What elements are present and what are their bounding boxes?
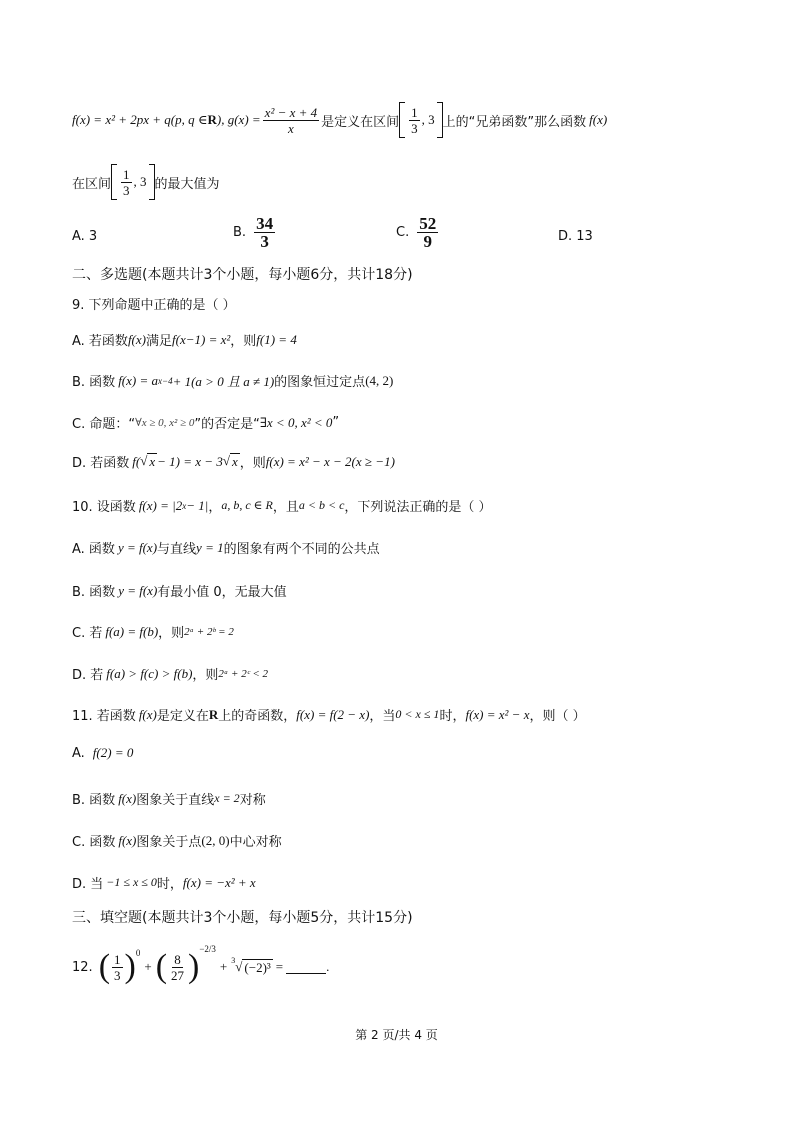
q8-option-c [396, 215, 440, 250]
q10-c-f1: f(a) = f(b) [105, 623, 159, 639]
q10-b-suffix: 有最小值 0，无最大值 [157, 585, 287, 600]
q11-f3: 0 < x ≤ 1 [395, 707, 440, 721]
q11-stem-f: ，则（ ） [529, 709, 586, 724]
q8-real-set: R [207, 112, 217, 127]
q10-a-f2: y = 1 [196, 539, 224, 555]
q10-a-f1: y = f(x) [117, 539, 158, 555]
q10-d-mid: ，则 [192, 668, 219, 683]
q10-stem-b: ， [208, 500, 222, 515]
q9-a-mid: 满足 [145, 334, 172, 349]
q9-c-mid: ”的否定是“ [194, 417, 260, 432]
q9-a-f3: f(1) = 4 [256, 331, 297, 347]
q9-c-prefix: C. 命题：“ [72, 417, 136, 432]
q9-b-mid: 的图象恒过定点 [274, 375, 366, 390]
q12-period: . [326, 959, 330, 974]
q12-expression: 12. ( $\frac{1}{3}$ ) $^0$ + ( $\frac{8}{27}$ ) $^{-2/3}$ + $^3$ √ (−2)³ = . [72, 944, 330, 985]
q12-label: 12. [72, 959, 93, 975]
q8-interval-num: 1 [411, 104, 418, 120]
q11-c-suffix: 中心对称 [229, 835, 282, 850]
q8-option-c-num: 52 [419, 214, 437, 233]
q12-cube-root: √ (−2)³ [235, 958, 271, 975]
q9-c-f1: ∀x ≥ 0, x² ≥ 0 [135, 417, 195, 429]
q10-d-f1: f(a) > f(c) > f(b) [106, 665, 193, 681]
q11-stem-a: 11. 若函数 [72, 709, 136, 724]
q10-stem [72, 496, 492, 515]
q8-option-c-den: 9 [423, 232, 432, 251]
q12-radicand: (−2)³ [244, 959, 271, 975]
q11-option-d [72, 873, 256, 892]
q9-a-f1: f(x) [127, 331, 146, 347]
q9-b-exp: x−4 [158, 375, 173, 386]
q8-option-b-label: B. [233, 225, 247, 240]
q8-option-c-label: C. [396, 225, 410, 240]
q9-c-suffix: ” [332, 415, 340, 430]
q9-a-f2: f(x−1) = x² [172, 331, 231, 347]
q12-answer-blank[interactable] [286, 961, 326, 974]
q8-text-a: 是定义在区间 [321, 114, 400, 130]
q8-interval-2 [111, 164, 155, 200]
q10-d-prefix: D. 若 [72, 668, 104, 683]
q11-b-mid: 图象关于直线 [136, 793, 215, 808]
q8-option-a: A. 3 [72, 229, 98, 244]
q10-d-f2: 2ᵃ + 2ᶜ < 2 [218, 667, 269, 680]
page-footer: 第 2 页/共 4 页 [355, 1028, 438, 1042]
q8-g-fraction [263, 105, 319, 136]
q11-a-f1: f(2) = 0 [92, 745, 134, 760]
q10-c-f2: 2ᵃ + 2ᵇ = 2 [184, 625, 234, 638]
q11-c-prefix: C. 函数 [72, 835, 116, 850]
q10-stem-a: 10. 设函数 [72, 500, 136, 515]
q9-a-prefix: A. 若函数 [72, 334, 128, 349]
q9-d-f1a: f( [132, 453, 141, 469]
q10-stem-d: ，下列说法正确的是（ ） [344, 500, 492, 515]
q8-g-prefix: ), g(x) = [216, 112, 261, 127]
q12-equals: = [275, 959, 284, 974]
q8-interval2-num: 1 [123, 166, 130, 182]
q10-option-b [72, 581, 287, 600]
q11-option-b [72, 789, 266, 808]
q11-f2: f(x) = f(2 − x) [296, 706, 370, 722]
q12-root-index: 3 [231, 956, 236, 965]
q11-c-f1: f(x) [118, 832, 137, 848]
section2-title: 二、多选题(本题共计3个小题，每小题6分，共计18分) [72, 267, 413, 283]
q9-option-a [72, 330, 297, 349]
q9-d-radicand2: x [231, 454, 238, 469]
q8-interval-end: , 3 [421, 112, 435, 127]
q11-d-f2: f(x) = −x² + x [182, 874, 256, 890]
q9-d-radicand1: x [149, 454, 156, 469]
q12-frac2-den: 27 [171, 967, 185, 983]
q10-option-a [72, 538, 380, 557]
section3-title: 三、填空题(本题共计3个小题，每小题5分，共计15分) [72, 910, 413, 926]
q11-stem-c: 上的奇函数， [218, 709, 297, 724]
q12-frac2-num: 8 [174, 951, 181, 967]
q11-stem [72, 705, 586, 724]
q10-option-c [72, 622, 234, 641]
q11-stem-b: 是定义在 [156, 709, 209, 724]
q11-real-set: R [208, 706, 219, 722]
q9-option-d [72, 452, 395, 471]
q8-line1 [72, 98, 607, 142]
q9-d-mid: ，则 [239, 456, 266, 471]
q9-b-prefix: B. 函数 [72, 375, 116, 390]
q9-stem: 9. 下列命题中正确的是（ ） [72, 298, 236, 313]
q11-f4: f(x) = x² − x [465, 706, 530, 722]
q8-interval-1 [399, 102, 443, 138]
q8-interval2-den: 3 [123, 182, 130, 198]
q9-a-mid2: ，则 [230, 334, 257, 349]
q11-f1: f(x) [138, 706, 157, 722]
q12-exp1: 0 [135, 948, 141, 958]
q8-interval2-end: , 3 [133, 174, 147, 189]
q11-d-f1: −1 ≤ x ≤ 0 [106, 875, 157, 889]
q11-option-c [72, 831, 282, 850]
q11-b-f1: f(x) [118, 790, 137, 806]
q11-c-f2: (2, 0) [201, 832, 230, 848]
q10-b-f1: y = f(x) [118, 582, 158, 598]
q8-text-b: 上的“兄弟函数”那么函数 [442, 114, 587, 130]
q10-stem-c: ，且 [272, 500, 299, 515]
q9-d-f1b: − 1) = x − 3 [157, 453, 223, 469]
q8-f-def: f(x) = x² + 2px + q(p, q ∈ [72, 112, 208, 127]
q9-b-point: (4, 2) [365, 372, 394, 388]
q10-a-suffix: 的图象有两个不同的公共点 [223, 542, 380, 557]
q10-a-mid: 与直线 [157, 542, 197, 557]
q12-exp2: −2/3 [199, 944, 216, 954]
q8-fx: f(x) [589, 112, 608, 127]
q9-d-f2: f(x) = x² − x − 2(x ≥ −1) [265, 453, 395, 469]
q11-b-prefix: B. 函数 [72, 793, 116, 808]
q12-plus2: + [219, 959, 228, 974]
q9-d-prefix: D. 若函数 [72, 456, 130, 471]
q10-a-prefix: A. 函数 [72, 542, 115, 557]
q12-plus1: + [144, 959, 152, 974]
q9-d-sqrt2: √ x [222, 453, 238, 469]
q11-d-mid: 时， [156, 877, 183, 892]
q9-b-f1: f(x) = a [118, 372, 158, 388]
q10-stem-f: f(x) = |2 [138, 497, 183, 513]
q11-b-suffix: 对称 [239, 793, 266, 808]
q11-option-a [72, 745, 133, 761]
q8-line2-text-a: 在区间 [72, 176, 112, 192]
q10-stem-f2: − 1| [186, 497, 209, 513]
q11-b-f2: x = 2 [214, 791, 240, 805]
q8-g-numerator: x² − x + 4 [264, 104, 318, 120]
q10-c-prefix: C. 若 [72, 626, 103, 641]
q8-interval-den: 3 [411, 120, 418, 136]
q10-option-d [72, 664, 268, 683]
q10-c-mid: ，则 [158, 626, 185, 641]
q8-option-d: D. 13 [558, 229, 593, 244]
q10-b-prefix: B. 函数 [72, 585, 116, 600]
q9-option-c [72, 413, 339, 432]
q11-d-prefix: D. 当 [72, 877, 104, 892]
q9-option-b [72, 371, 393, 390]
q9-b-f1b: + 1(a > 0 且 a ≠ 1) [172, 374, 275, 389]
q8-g-denominator: x [288, 120, 294, 136]
q11-stem-d: ，当 [369, 709, 396, 724]
q8-option-b-den: 3 [260, 232, 269, 251]
q9-c-f2: ∃x < 0, x² < 0 [259, 414, 333, 430]
q8-option-b [233, 215, 277, 250]
q11-c-mid: 图象关于点 [136, 835, 202, 850]
q11-a-prefix: A. [72, 745, 85, 761]
q12-frac1-den: 3 [114, 967, 121, 983]
q8-option-b-num: 34 [256, 214, 274, 233]
q11-stem-e: 时， [439, 709, 466, 724]
q9-d-sqrt1: √ x [140, 453, 156, 469]
q10-stem-exp: x [182, 500, 187, 511]
q10-stem-ineq: a < b < c [298, 498, 345, 512]
q8-line2 [72, 162, 220, 202]
q8-line2-text-b: 的最大值为 [154, 176, 220, 192]
q12-frac1-num: 1 [114, 951, 121, 967]
q10-stem-vars: a, b, c ∈ R [221, 498, 273, 512]
